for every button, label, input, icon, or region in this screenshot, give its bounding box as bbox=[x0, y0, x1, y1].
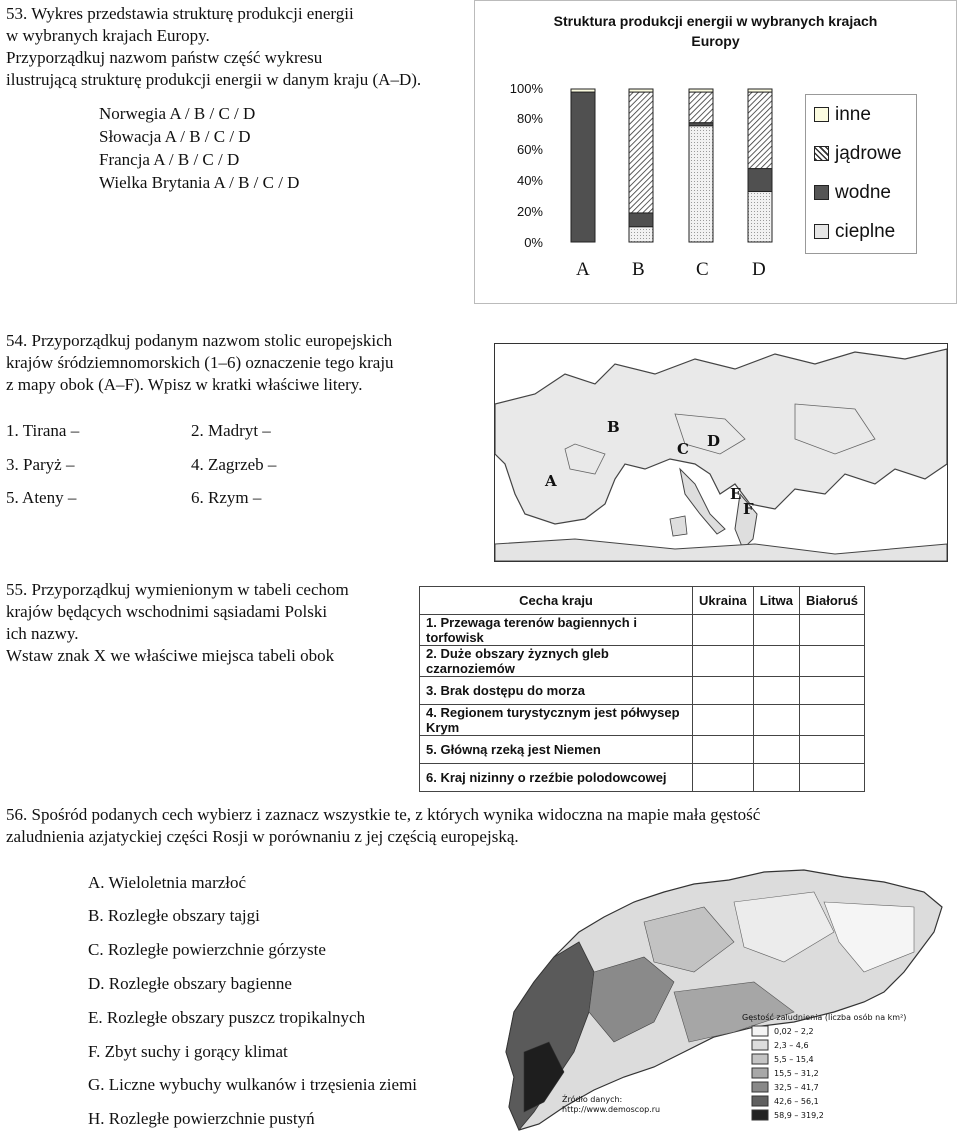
map-letter: E bbox=[730, 485, 742, 503]
country-option[interactable]: Wielka Brytania A / B / C / D bbox=[99, 173, 300, 192]
answer-cell[interactable] bbox=[753, 646, 799, 677]
capital-item: 1. Tirana – bbox=[6, 421, 80, 440]
answer-cell[interactable] bbox=[693, 646, 754, 677]
capital-item: 3. Paryż – bbox=[6, 455, 75, 474]
map-legend-label: 2,3 – 4,6 bbox=[774, 1041, 809, 1050]
answer-cell[interactable] bbox=[753, 615, 799, 646]
answer-option[interactable]: B. Rozległe obszary tajgi bbox=[88, 906, 260, 925]
bar-segment-B-wodne bbox=[629, 213, 653, 227]
y-tick-label: 20% bbox=[516, 204, 543, 219]
q56-line: zaludnienia azjatyckiej części Rosji w porównaniu z jej częścią europejską. bbox=[6, 827, 519, 846]
country-option[interactable]: Norwegia A / B / C / D bbox=[99, 104, 256, 123]
map-source-label: Źródło danych: bbox=[562, 1095, 623, 1104]
legend-swatch bbox=[814, 146, 829, 161]
answer-cell[interactable] bbox=[753, 705, 799, 736]
answer-cell[interactable] bbox=[693, 705, 754, 736]
bar-segment-D-inne bbox=[748, 89, 772, 92]
x-tick-label: D bbox=[752, 259, 766, 280]
q55-line: ich nazwy. bbox=[6, 624, 79, 643]
table-header: Litwa bbox=[753, 587, 799, 615]
capital-item: 4. Zagrzeb – bbox=[191, 455, 277, 474]
bar-segment-D-wodne bbox=[748, 169, 772, 192]
legend-label: jądrowe bbox=[835, 142, 902, 164]
map-legend-swatch bbox=[752, 1040, 768, 1050]
map-letter: F bbox=[743, 500, 754, 518]
map-letter: B bbox=[607, 418, 620, 436]
feature-cell: 5. Główną rzeką jest Niemen bbox=[420, 736, 693, 764]
map-legend-label: 0,02 – 2,2 bbox=[774, 1027, 814, 1036]
q54-line: krajów śródziemnomorskich (1–6) oznaczenie tego kraju bbox=[6, 353, 394, 372]
map-letter: C bbox=[677, 440, 689, 458]
capital-item: 6. Rzym – bbox=[191, 488, 262, 507]
map-legend-swatch bbox=[752, 1096, 768, 1106]
answer-cell[interactable] bbox=[693, 677, 754, 705]
q53-line: 53. Wykres przedstawia strukturę produkcji energii bbox=[6, 4, 354, 23]
table-row bbox=[420, 764, 865, 792]
map-legend-label: 32,5 – 41,7 bbox=[774, 1083, 819, 1092]
answer-cell[interactable] bbox=[693, 764, 754, 792]
q53-line: w wybranych krajach Europy. bbox=[6, 26, 210, 45]
table-row bbox=[420, 646, 865, 677]
q55-line: 55. Przyporządkuj wymienionym w tabeli cechom bbox=[6, 580, 349, 599]
country-option[interactable]: Słowacja A / B / C / D bbox=[99, 127, 251, 146]
map-source-url: http://www.demoscop.ru bbox=[562, 1105, 661, 1114]
bar-segment-A-inne bbox=[571, 89, 595, 92]
q53-line: Przyporządkuj nazwom państw część wykresu bbox=[6, 48, 323, 67]
q56-line: 56. Spośród podanych cech wybierz i zaznacz wszystkie te, z których wynika widoczna na mapie mała gęstość bbox=[6, 805, 761, 824]
table-row bbox=[420, 615, 865, 646]
map-legend-label: 15,5 – 31,2 bbox=[774, 1069, 819, 1078]
x-tick-label: B bbox=[632, 259, 645, 280]
y-tick-label: 0% bbox=[524, 235, 543, 250]
legend-label: inne bbox=[835, 103, 871, 125]
country-option[interactable]: Francja A / B / C / D bbox=[99, 150, 240, 169]
bar-segment-B-cieplne bbox=[629, 227, 653, 242]
chart-title: Struktura produkcji energii w wybranych krajach Europy bbox=[553, 13, 878, 49]
features-table bbox=[419, 586, 865, 792]
q55-prompt bbox=[6, 579, 349, 667]
q54-line: 54. Przyporządkuj podanym nazwom stolic europejskich bbox=[6, 331, 393, 350]
bar-segment-A-wodne bbox=[571, 92, 595, 242]
answer-option[interactable]: G. Liczne wybuchy wulkanów i trzęsienia ziemi bbox=[88, 1075, 418, 1094]
legend-item bbox=[806, 212, 916, 251]
russia-density-map bbox=[494, 862, 946, 1136]
answer-cell[interactable] bbox=[799, 646, 864, 677]
table-row bbox=[420, 677, 865, 705]
feature-cell: 1. Przewaga terenów bagiennych i torfowisk bbox=[420, 615, 693, 646]
chart-legend bbox=[805, 94, 917, 254]
legend-item bbox=[806, 134, 916, 173]
legend-label: wodne bbox=[835, 181, 891, 203]
table-row bbox=[420, 736, 865, 764]
answer-option[interactable]: E. Rozległe obszary puszcz tropikalnych bbox=[88, 1008, 366, 1027]
answer-cell[interactable] bbox=[753, 677, 799, 705]
map-legend-swatch bbox=[752, 1068, 768, 1078]
map-letter: A bbox=[545, 472, 557, 490]
q53-line: ilustrującą strukturę produkcji energii w danym kraju (A–D). bbox=[6, 70, 422, 89]
answer-cell[interactable] bbox=[753, 736, 799, 764]
feature-cell: 2. Duże obszary żyznych gleb czarnoziemów bbox=[420, 646, 693, 677]
q53-prompt bbox=[6, 3, 421, 91]
bar-segment-D-cieplne bbox=[748, 192, 772, 242]
answer-option[interactable]: C. Rozległe powierzchnie górzyste bbox=[88, 940, 326, 959]
bar-segment-B-inne bbox=[629, 89, 653, 92]
answer-option[interactable]: F. Zbyt suchy i gorący klimat bbox=[88, 1042, 288, 1061]
q55-line: krajów będących wschodnimi sąsiadami Polski bbox=[6, 602, 328, 621]
answer-cell[interactable] bbox=[799, 615, 864, 646]
table-header: Białoruś bbox=[799, 587, 864, 615]
answer-cell[interactable] bbox=[693, 736, 754, 764]
legend-label: cieplne bbox=[835, 220, 896, 242]
answer-cell[interactable] bbox=[753, 764, 799, 792]
bar-segment-C-jądrowe bbox=[689, 92, 713, 123]
y-tick-label: 40% bbox=[516, 173, 543, 188]
y-tick-label: 100% bbox=[509, 81, 543, 96]
q54-prompt bbox=[6, 330, 394, 396]
q54-line: z mapy obok (A–F). Wpisz w kratki właściwe litery. bbox=[6, 375, 363, 394]
answer-option[interactable]: A. Wieloletnia marzłoć bbox=[88, 873, 247, 892]
map-legend-label: 58,9 – 319,2 bbox=[774, 1111, 824, 1120]
bar-segment-C-cieplne bbox=[689, 126, 713, 242]
map-legend-swatch bbox=[752, 1110, 768, 1120]
y-tick-label: 80% bbox=[516, 111, 543, 126]
table-row bbox=[420, 705, 865, 736]
legend-swatch bbox=[814, 107, 829, 122]
legend-swatch bbox=[814, 224, 829, 239]
map-legend-swatch bbox=[752, 1082, 768, 1092]
map-legend-swatch bbox=[752, 1054, 768, 1064]
map-legend-label: 42,6 – 56,1 bbox=[774, 1097, 819, 1106]
answer-cell[interactable] bbox=[799, 736, 864, 764]
bar-segment-B-jądrowe bbox=[629, 92, 653, 213]
table-header-row bbox=[420, 587, 865, 615]
table-header: Ukraina bbox=[693, 587, 754, 615]
mediterranean-map bbox=[494, 343, 948, 562]
capital-item: 2. Madryt – bbox=[191, 421, 271, 440]
y-tick-label: 60% bbox=[516, 142, 543, 157]
answer-option[interactable]: D. Rozległe obszary bagienne bbox=[88, 974, 292, 993]
map-legend-swatch bbox=[752, 1026, 768, 1036]
legend-item bbox=[806, 173, 916, 212]
answer-cell[interactable] bbox=[799, 764, 864, 792]
bar-segment-C-inne bbox=[689, 89, 713, 92]
answer-cell[interactable] bbox=[799, 677, 864, 705]
energy-chart bbox=[474, 0, 957, 304]
map-letter: D bbox=[707, 432, 721, 450]
feature-cell: 4. Regionem turystycznym jest półwysep Krym bbox=[420, 705, 693, 736]
legend-item bbox=[806, 95, 916, 134]
feature-cell: 6. Kraj nizinny o rzeźbie polodowcowej bbox=[420, 764, 693, 792]
table-header: Cecha kraju bbox=[420, 587, 693, 615]
map-legend-label: 5,5 – 15,4 bbox=[774, 1055, 814, 1064]
map-legend-title: Gęstość zaludnienia (liczba osób na km²) bbox=[742, 1013, 907, 1022]
feature-cell: 3. Brak dostępu do morza bbox=[420, 677, 693, 705]
q55-line: Wstaw znak X we właściwe miejsca tabeli obok bbox=[6, 646, 335, 665]
q56-prompt bbox=[6, 804, 760, 848]
q53-country-list bbox=[99, 102, 299, 194]
bar-segment-D-jądrowe bbox=[748, 92, 772, 169]
answer-option[interactable]: H. Rozległe powierzchnie pustyń bbox=[88, 1109, 315, 1128]
x-tick-label: A bbox=[576, 259, 590, 280]
answer-cell[interactable] bbox=[799, 705, 864, 736]
capital-item: 5. Ateny – bbox=[6, 488, 77, 507]
answer-cell[interactable] bbox=[693, 615, 754, 646]
legend-swatch bbox=[814, 185, 829, 200]
x-tick-label: C bbox=[696, 259, 709, 280]
